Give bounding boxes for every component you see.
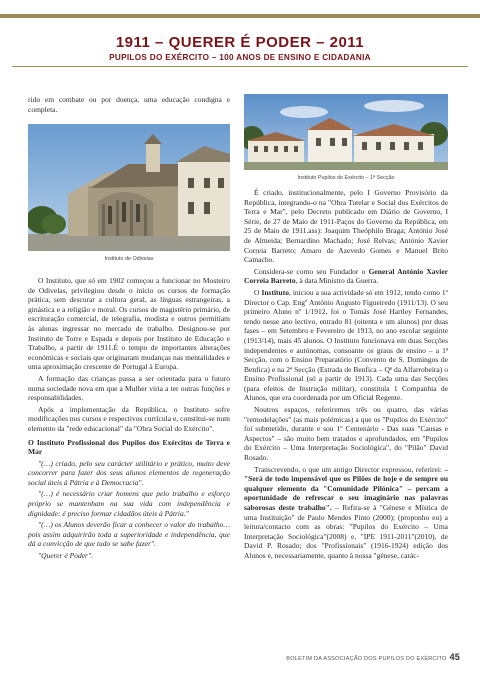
caption-instituto-odivelas: Instituto de Odivelas [104,256,154,262]
quote-paragraph: "Querer é Poder". [38,551,93,561]
bold-span: General António Xavier Correia Barreto [244,266,448,286]
photo-instituto-odivelas [28,124,230,251]
quote-paragraph: "(…) é necessário criar homens que pelo trabalho e esforço próprio se mantenham na sua vida com independência e dignidade: é preciso formar cidadãos úteis à Pátria." [28,489,230,518]
paragraph [244,267,448,286]
bold-span: Instituto [261,287,289,297]
quote-paragraph: "(…) criado, pelo seu carácter utilitário e prático, muito deve concorrer para fazer dos seus alunos elementos de regeneração social úteis à Pátria e à Democracia". [28,458,230,487]
paragraph: Após a implementação da República, o Instituto sofre modificações nos cursos e respectivos currícula e, constitui-se num elemento da "rede educacional" da "Obra Social do Exército". [28,404,230,433]
header-top-rule [0,14,480,18]
bold-span: – "Será de todo impensável que os Pilões de hoje e de sempre ou qualquer elemento da "Comunidade Pilónica" – percam a oportunidade de refrescar o seu imaginário nas palavras saborosas deste trabalho". [244,464,448,512]
text-span: Transcrevendo, o que um antigo Director expressou, referirei: [254,464,445,474]
page-title: 1911 – QUERER É PODER – 2011 [115,34,365,51]
text-span: , à data Ministro da Guerra. [295,276,379,286]
intro-paragraph: rido em combate ou por doença, uma educação condigna e completa. [28,95,230,114]
section-heading: O Instituto Profissional dos Pupilos dos Exércitos de Terra e Mar [28,437,230,457]
quote-paragraph: "(…) os Alunos deverão ficar a conhecer o valor do trabalho… pois assim adquirirão toda a superioridade e independência, que dá a convicção de que tudo se sabe fazer". [28,520,230,549]
paragraph: A formação das crianças passa a ser orientada para o futuro numa sociedade nova em que a Mulher viria a ter outras funções e responsabilidades. [28,373,230,403]
left-column-body [28,276,230,563]
paragraph: O Instituto, que só em 1902 começou a funcionar no Mosteiro de Odivelas, privilegiou desde o início os cursos de formação prática, sem descurar a cultura geral, as línguas estrangeiras, a ginástica e a religião e moral. Os cursos de magistério primário, de escrituração comercial, de telegrafia, modista e outros permitiam às alunas ingressar no mercado de trabalho. Designou-se por Instituto de Torre e Espada e depois por Instituto de Educação e Trabalho, a partir de 1911.É o tempo de importantes alterações económicas e sociais que originaram mudanças nas mentalidades e uma aproximação crescente de Portugal à Europa. [28,276,230,372]
text-span: O [254,287,262,297]
paragraph [244,288,448,403]
paragraph [244,465,448,561]
page-subtitle: PUPILOS DO EXÉRCITO – 100 ANOS DE ENSINO E CIDADANIA [109,53,371,62]
photo-instituto-pupilos [244,94,448,170]
right-column-body [244,188,448,563]
caption-instituto-pupilos: Instituto Pupilos do Exército – 1ª Secção [297,175,395,181]
page-footer [250,652,460,662]
text-span: Considera-se como seu Fundador o [254,266,369,276]
text-span: – Refira-se à "Génese e Mística de uma Instituição" de Paulo Mendes Pinto (2000); (proponho eu) a leitura/contacto com as obras: "Pupilos do Exército – Uma Interpretação Sociológica"(2008) e, "IPE 1911-2011"(2010), de David P. Rosado; dos "Profissionais" (1916-1924) edição dos Alunos e, necessariamente, quanto à nossa "génese, carác- [244,503,448,560]
page-header [0,0,480,70]
page-number: 45 [449,652,460,662]
footer-publication: BOLETIM DA ASSOCIAÇÃO DOS PUPILOS DO EXÉRCITO [286,656,447,662]
text-span: , iniciou a sua actividade só em 1912, tendo como 1º Director o Cap. Engº António Augusto Figueiredo (1911/13). O seu primeiro Aluno nº 1/1912, foi o Tomás José Hartley Fernandes, tendo nesse ano lectivo, entrado 81 (oitenta e um alunos) por duas fases – em Setembro e Fevereiro de 1913, no ano escolar seguinte (1913/14), mais 45 alunos. O Instituto funcionava em duas Secções independentes e autónomas, consoante os graus de ensino – a 1ª Secção, com o Ensino Preparatório (Convento de S. Domingos de Benfica) e na 2ª Secção (Estrada de Benfica – Qª da Alfarrobeira) o Ensino Profissional (só a partir de 1913). Cada uma das Secções (para efeitos de Instrução militar), constituía 1 Companhia de Alunos, que era coordenada por um Oficial Regente. [244,287,448,403]
paragraph: Noutros espaços, referiremos três ou quatro, das várias "remodelações" (as mais polémicas) a que os "Pupilos do Exército" foi submetido, durante e sou 1º Centenário - Das suas "Causas e Aspectos" – são muito bem tratados e aprofundados, em "Pupilos do Exército – Uma Interpretação Sociológica", do "Pilão" David Rosado. [244,405,448,463]
left-column-intro [28,95,230,116]
paragraph: É criado, institucionalmente, pelo I Governo Provisório da República, integrando-o na "Obra Tutelar e Social dos Exércitos de Terra e Mar", pelo Decreto publicado em Diário de Governo, I Série, de 27 de Maio de 1911-Paços do Governo da República, em 25 de Maio de 1911.ass): Joaquim Theóphilo Braga; António José de Almeida; Bernardino Machado; José Relvas; António Xavier Correia Barreto; Amaro de Azevedo Gomes e Manuel Brito Camacho. [244,188,448,265]
header-bottom-rule [12,66,468,67]
